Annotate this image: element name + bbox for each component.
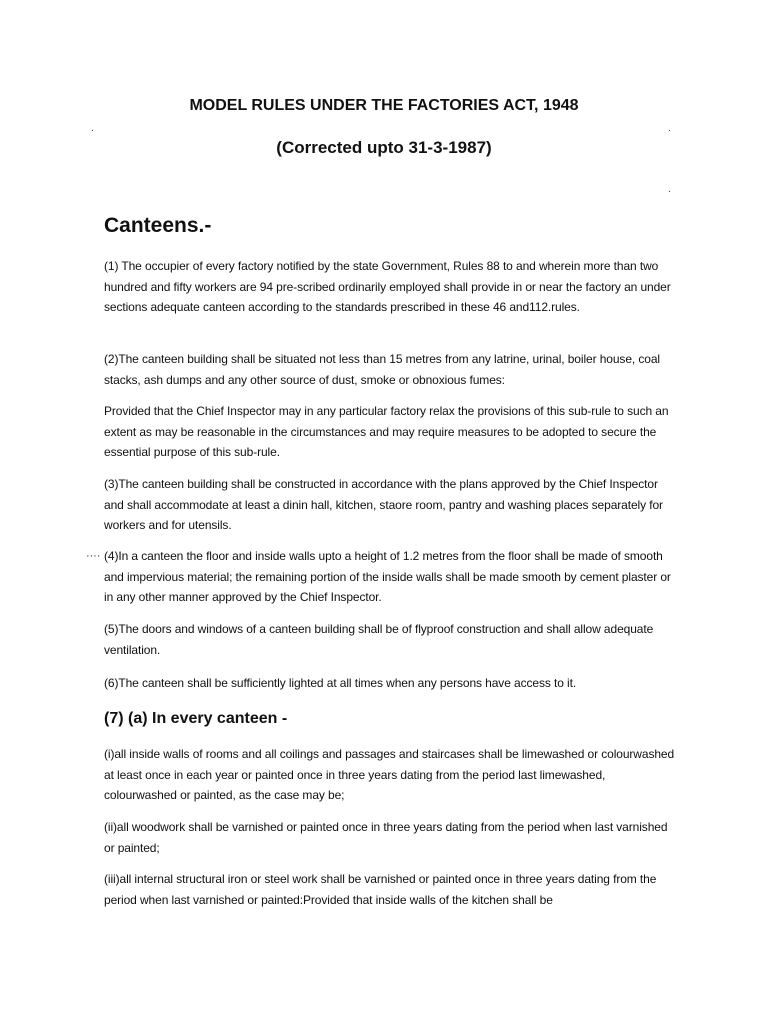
sub-paragraph-iii: (iii)all internal structural iron or steel work shall be varnished or painted once in three years dating from the period when last varnished or painted:Provided that inside walls of the kitchen shall be — [104, 872, 657, 907]
paragraph-proviso: Provided that the Chief Inspector may in any particular factory relax the provisions of this sub-rule to such an extent as may be reasonable in the circumstances and may require measures to be adopted to secure the essential purpose of this sub-rule. — [104, 404, 669, 460]
section-heading: Canteens.- — [104, 214, 212, 237]
paragraph-4: (4)In a canteen the floor and inside walls upto a height of 1.2 metres from the floor shall be made of smooth and impervious material; the remaining portion of the inside walls shall be made smooth by cement plaster or in any other manner approved by the Chief Inspector. — [104, 549, 671, 605]
paragraph-5: (5)The doors and windows of a canteen building shall be of flyproof construction and shall allow adequate ventilation. — [104, 622, 654, 657]
paragraph-4-block — [86, 546, 676, 608]
document-subtitle: (Corrected upto 31-3-1987) — [276, 138, 492, 157]
margin-mark: ···· — [86, 550, 101, 562]
paragraph-6: (6)The canteen shall be sufficiently lighted at all times when any persons have access to it. — [104, 676, 577, 690]
paragraph-2: (2)The canteen building shall be situated not less than 15 metres from any latrine, urinal, boiler house, coal stacks, ash dumps and any other source of dust, smoke or obnoxious fumes: — [104, 352, 660, 387]
margin-dot: . — [668, 123, 671, 134]
paragraph-1: (1) The occupier of every factory notified by the state Government, Rules 88 to and wherein more than two hundred and fifty workers are 94 pre-scribed ordinarily employed shall provide in or near the factory an under sections adequate canteen according to the standards prescribed in these 46 and112.rules. — [104, 259, 671, 315]
sub-paragraph-ii: (ii)all woodwork shall be varnished or painted once in three years dating from the period when last varnished or painted; — [104, 820, 668, 855]
margin-dot: . — [668, 184, 671, 195]
sub-paragraph-i: (i)all inside walls of rooms and all coilings and passages and staircases shall be limewashed or colourwashed at least once in each year or painted once in three years dating from the period last limewashed, colourwashed or painted, as the case may be; — [104, 747, 675, 803]
paragraph-3: (3)The canteen building shall be constructed in accordance with the plans approved by the Chief Inspector and shall accommodate at least a dinin hall, kitchen, staore room, pantry and washing places separately for workers and for utensils. — [104, 477, 663, 533]
document-title: MODEL RULES UNDER THE FACTORIES ACT, 1948 — [189, 97, 579, 114]
subsection-heading: (7) (a) In every canteen - — [104, 710, 288, 727]
margin-dot: . — [91, 123, 94, 134]
